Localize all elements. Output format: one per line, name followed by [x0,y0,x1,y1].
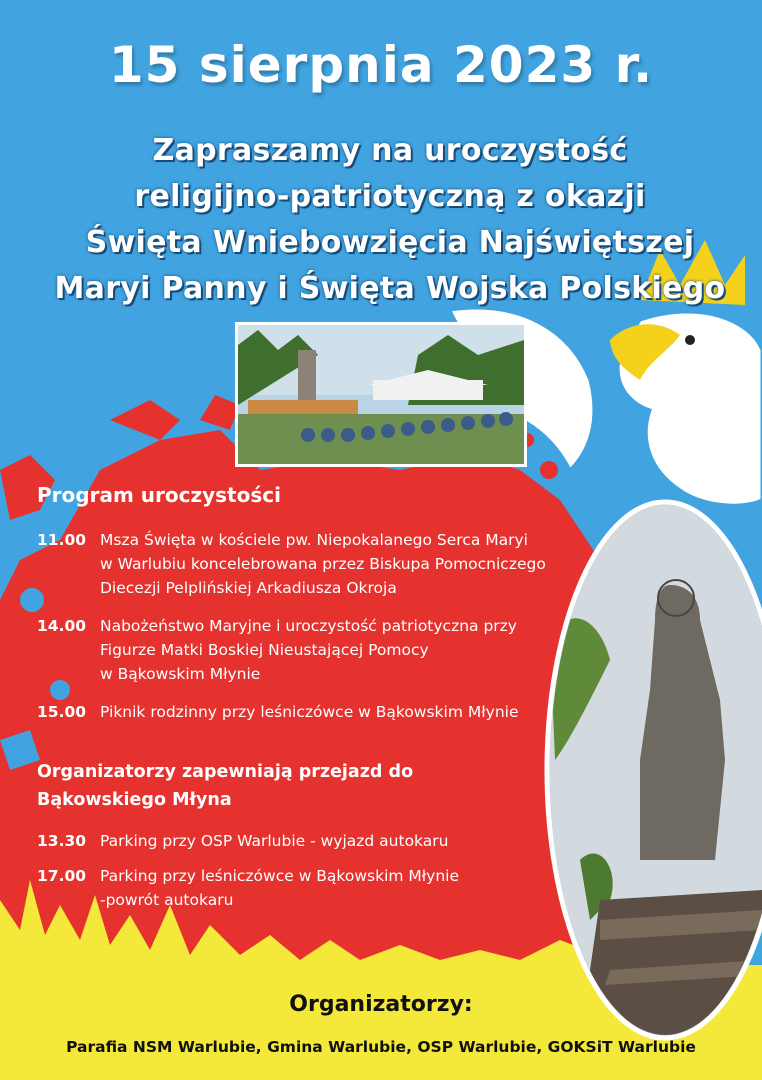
headline-line: Maryi Panny i Święta Wojska Polskiego [54,271,726,306]
program-line: Nabożeństwo Maryjne i uroczystość patriotyczna przy [100,617,517,635]
program-time: 11.00 [37,531,87,549]
program-line: Msza Święta w kościele pw. Niepokalanego Serca Maryi [100,531,528,549]
program-description [100,528,570,600]
program-description [100,700,570,724]
transport-title-line: Bąkowskiego Młyna [37,790,232,810]
program-title: Program uroczystości [37,483,281,507]
transport-title-line: Organizatorzy zapewniają przejazd do [37,762,414,782]
transport-description [100,864,570,912]
ceremony-photo-image [238,325,524,464]
ceremony-photo [235,322,527,467]
headline-line: Zapraszamy na uroczystość [152,133,628,168]
transport-time: 13.30 [37,832,87,850]
transport-title [37,758,413,814]
program-line: w Bąkowskim Młynie [100,665,261,683]
program-description [100,614,570,686]
organizers-list: Parafia NSM Warlubie, Gmina Warlubie, OSP Warlubie, GOKSiT Warlubie [66,1038,696,1056]
program-time: 15.00 [37,703,87,721]
program-line: Figurze Matki Boskiej Nieustającej Pomocy [100,641,429,659]
transport-description [100,829,570,853]
event-date: 15 sierpnia 2023 r. [108,36,654,94]
organizers-title: Organizatorzy: [289,992,473,1017]
transport-line: Parking przy OSP Warlubie - wyjazd autokaru [100,832,449,850]
transport-line: Parking przy leśniczówce w Bąkowskim Młynie [100,867,460,885]
program-line: Piknik rodzinny przy leśniczówce w Bąkowskim Młynie [100,703,519,721]
program-line: w Warlubiu koncelebrowana przez Biskupa Pomocniczego [100,555,546,573]
headline-line: Święta Wniebowzięcia Najświętszej [85,225,695,260]
headline-line: religijno-patriotyczną z okazji [134,179,646,214]
program-time: 14.00 [37,617,87,635]
transport-time: 17.00 [37,867,87,885]
event-headline [30,128,750,312]
eagle-eye [685,335,695,345]
transport-line: -powrót autokaru [100,891,234,909]
program-line: Diecezji Pelplińskiej Arkadiusza Okroja [100,579,397,597]
